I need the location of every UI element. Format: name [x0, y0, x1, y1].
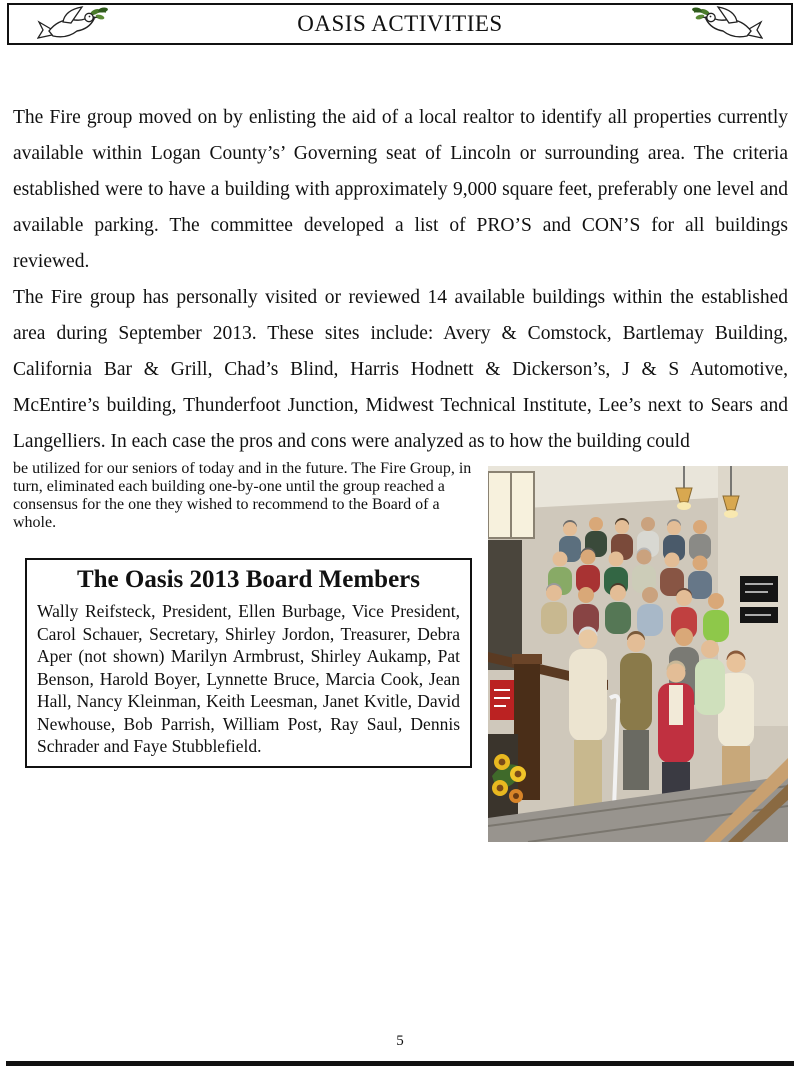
page-number: 5	[396, 1033, 404, 1049]
board-members-list: Wally Reifsteck, President, Ellen Burbage, Vice President, Carol Schauer, Secretary, Shirley Jordon, Treasurer, Debra Aper (not shown) Marilyn Armbrust, Shirley Aukamp, Pat Benson, Harold Boyer, Lynnette Bruce, Marcia Cook, Jean Hall, Nancy Kleinman, Keith Leesman, Janet Kvitle, David Newhouse, Bob Parrish, William Post, Ray Saul, Dennis Schrader and Faye Stubblefield.	[37, 601, 460, 756]
paragraph-fire-group-visits	[13, 280, 788, 460]
main-content	[13, 100, 788, 850]
paragraph-2-part-2: be utilized for our seniors of today and in the future. The Fire Group, in turn, eliminated each building one-by-one until the group reached a consensus for the one they wished to recommend to the Board of a whole.	[13, 460, 472, 531]
board-box-title: The Oasis 2013 Board Members	[76, 566, 421, 593]
page-title: OASIS ACTIVITIES	[297, 11, 503, 36]
board-members-photo	[488, 466, 788, 842]
dove-icon	[37, 4, 109, 44]
dove-icon	[691, 4, 763, 44]
paragraph-fire-group-search: The Fire group moved on by enlisting the aid of a local realtor to identify all properties currently available within Logan County’s’ Governing seat of Lincoln or surrounding area. The criteria established were to have a building with approximately 9,000 square feet, preferably one level and available parking. The committee developed a list of PRO’S and CON’S for all buildings reviewed.	[13, 107, 788, 272]
paragraph-2-part-1: The Fire group has personally visited or reviewed 14 available buildings within the established area during September 2013. These sites include: Avery & Comstock, Bartlemay Building, California Bar & Grill, Chad’s Blind, Harris Hodnett & Dickerson’s, J & S Automotive, McEntire’s building, Thunderfoot Junction, Midwest Technical Institute, Lee’s next to Sears and Langelliers. In each case the pros and cons were analyzed as to how the building could	[13, 287, 788, 452]
group-photo-illustration	[488, 466, 788, 842]
bottom-page-rule	[6, 1061, 794, 1066]
header-banner	[7, 3, 793, 45]
board-members-box	[25, 558, 472, 768]
